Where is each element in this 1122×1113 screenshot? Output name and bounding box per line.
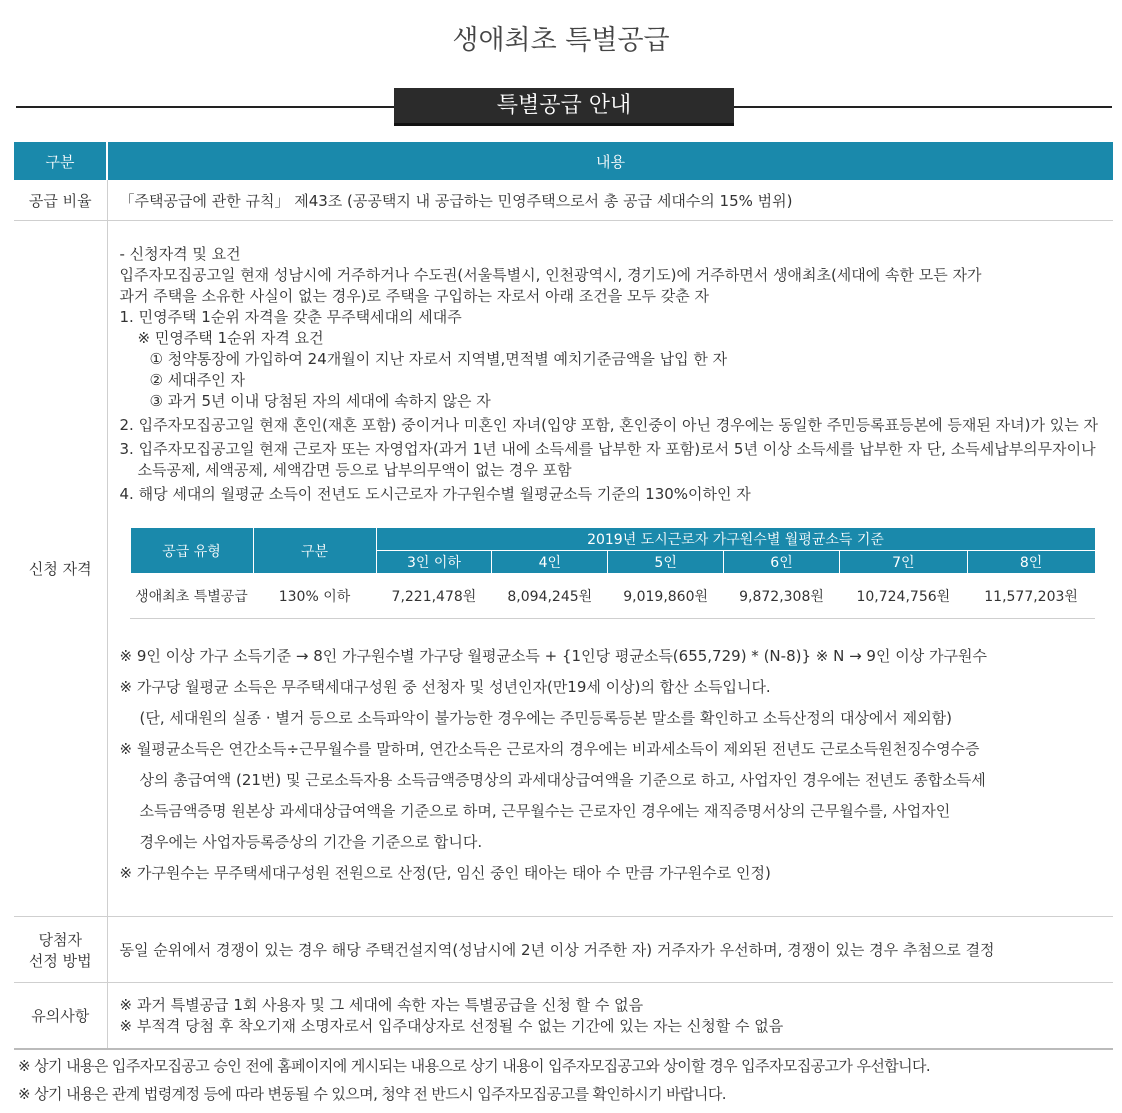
row-qualification [14,221,1113,917]
qual-item-1: 1. 민영주택 1순위 자격을 갖춘 무주택세대의 세대주 [119,308,462,326]
info-table [14,142,1113,1050]
row-label: 유의사항 [14,983,107,1050]
row-caution [14,983,1113,1050]
qual-item-3: 3. 입주자모집공고일 현재 근로자 또는 자영업자(과거 1년 내에 소득세를 납부한 자 포함)로서 5년 이상 소득세를 납부한 자 단, 소득세납부의무자이나 소득공제, 세액공제, 세액감면 등으로 납부의무액이 없는 경우 포함 [119,440,1096,479]
qual-item-1-note: ※ 민영주택 1순위 자격 요건 [137,329,324,347]
qual-intro-line: 입주자모집공고일 현재 성남시에 거주하거나 수도권(서울특별시, 인천광역시, 경기도)에 거주하면서 생애최초(세대에 속한 모든 자가 [119,266,982,284]
income-table [130,527,1096,619]
income-col-div: 구분 [253,528,376,574]
qual-note: ※ 가구당 월평균 소득은 무주택세대구성원 중 선청자 및 성년인자(만19세 이상)의 합산 소득입니다. [119,678,771,696]
qual-note: 경우에는 사업자등록증상의 기간을 기준으로 합니다. [139,833,483,851]
income-size-header: 7인 [839,551,967,574]
footnote: ※ 상기 내용은 관계 법령계정 등에 따라 변동될 수 있으며, 청약 전 반드시 입주자모집공고를 확인하시기 바랍니다. [18,1085,726,1103]
qual-item-2: 2. 입주자모집공고일 현재 혼인(재혼 포함) 중이거나 미혼인 자녀(입양 포함, 혼인중이 아닌 경우에는 동일한 주민등록표등본에 등재된 자녀)가 있는 자 [119,416,1098,434]
qual-intro-line: - 신청자격 및 요건 [119,245,241,263]
footnotes [18,1052,930,1108]
qual-item-1-sub: ② 세대주인 자 [149,371,245,389]
income-cell: 9,872,308원 [724,574,840,619]
row-label [14,917,107,983]
income-cell: 7,221,478원 [376,574,492,619]
income-size-header: 6인 [724,551,840,574]
row-content [107,221,1113,917]
qual-note: (단, 세대원의 실종 · 별거 등으로 소득파악이 불가능한 경우에는 주민등록등본 말소를 확인하고 소득산정의 대상에서 제외함) [139,709,952,727]
table-header [14,142,1113,180]
qual-note: ※ 월평균소득은 연간소득÷근무월수를 말하며, 연간소득은 근로자의 경우에는 비과세소득이 제외된 전년도 근로소득원천징수영수증 [119,740,980,758]
row-ratio [14,180,1113,221]
row-label: 신청 자격 [14,221,107,917]
caution-line: ※ 과거 특별공급 1회 사용자 및 그 세대에 속한 자는 특별공급을 신청 할 수 없음 [119,995,644,1014]
qual-item-1-sub: ① 청약통장에 가입하여 24개월이 지난 자로서 지역별,면적별 예치기준금액을 납입 한 자 [149,350,728,368]
income-cell: 10,724,756원 [839,574,967,619]
qual-intro-line: 과거 주택을 소유한 사실이 없는 경우)로 주택을 구입하는 자로서 아래 조건을 모두 갖춘 자 [119,287,709,305]
income-col-type: 공급 유형 [130,528,253,574]
row-content: 「주택공급에 관한 규칙」 제43조 (공공택지 내 공급하는 민영주택으로서 총 공급 세대수의 15% 범위) [107,180,1113,221]
income-group-header: 2019년 도시근로자 가구원수별 월평균소득 기준 [376,528,1095,551]
qual-item-1-sub: ③ 과거 5년 이내 당첨된 자의 세대에 속하지 않은 자 [149,392,491,410]
income-cell: 130% 이하 [253,574,376,619]
income-size-header: 5인 [608,551,724,574]
income-row [130,574,1095,619]
header-category: 구분 [14,142,107,180]
qual-item-4: 4. 해당 세대의 월평균 소득이 전년도 도시근로자 가구원수별 월평균소득 기준의 130%이하인 자 [119,485,751,503]
footnote: ※ 상기 내용은 입주자모집공고 승인 전에 홈페이지에 게시되는 내용으로 상기 내용이 입주자모집공고와 상이할 경우 입주자모집공고가 우선합니다. [18,1057,931,1075]
row-content [107,983,1113,1050]
qual-note: 소득금액증명 원본상 과세대상급여액을 기준으로 하며, 근무월수는 근로자인 경우에는 재직증명서상의 근무월수를, 사업자인 [139,802,951,820]
caution-line: ※ 부적격 당첨 후 착오기재 소명자로서 입주대상자로 선정될 수 없는 기간에 있는 자는 신청할 수 없음 [119,1016,784,1035]
income-size-header: 8인 [967,551,1095,574]
income-size-header: 4인 [492,551,608,574]
row-content: 동일 순위에서 경쟁이 있는 경우 해당 주택건설지역(성남시에 2년 이상 거주한 자) 거주자가 우선하며, 경쟁이 있는 경우 추첨으로 결정 [107,917,1113,983]
income-cell: 8,094,245원 [492,574,608,619]
income-size-header: 3인 이하 [376,551,492,574]
row-label-line: 당첨자 [38,930,82,949]
row-label-line: 선정 방법 [28,951,92,970]
section-title: 특별공급 안내 [394,88,734,126]
income-cell: 생애최초 특별공급 [130,574,253,619]
qual-note: ※ 9인 이상 가구 소득기준 → 8인 가구원수별 가구당 월평균소득 + {1인당 평균소득(655,729) * (N-8)} ※ N → 9인 이상 가구원수 [119,647,987,665]
header-content: 내용 [107,142,1113,180]
row-label: 공급 비율 [14,180,107,221]
qual-note: 상의 총급여액 (21번) 및 근로소득자용 소득금액증명상의 과세대상급여액을 기준으로 하고, 사업자인 경우에는 전년도 종합소득세 [139,771,986,789]
row-method [14,917,1113,983]
qual-note: ※ 가구원수는 무주택세대구성원 전원으로 산정(단, 임신 중인 태아는 태아 수 만큼 가구원수로 인정) [119,864,771,882]
page-title: 생애최초 특별공급 [452,25,670,56]
income-cell: 11,577,203원 [967,574,1095,619]
income-cell: 9,019,860원 [608,574,724,619]
